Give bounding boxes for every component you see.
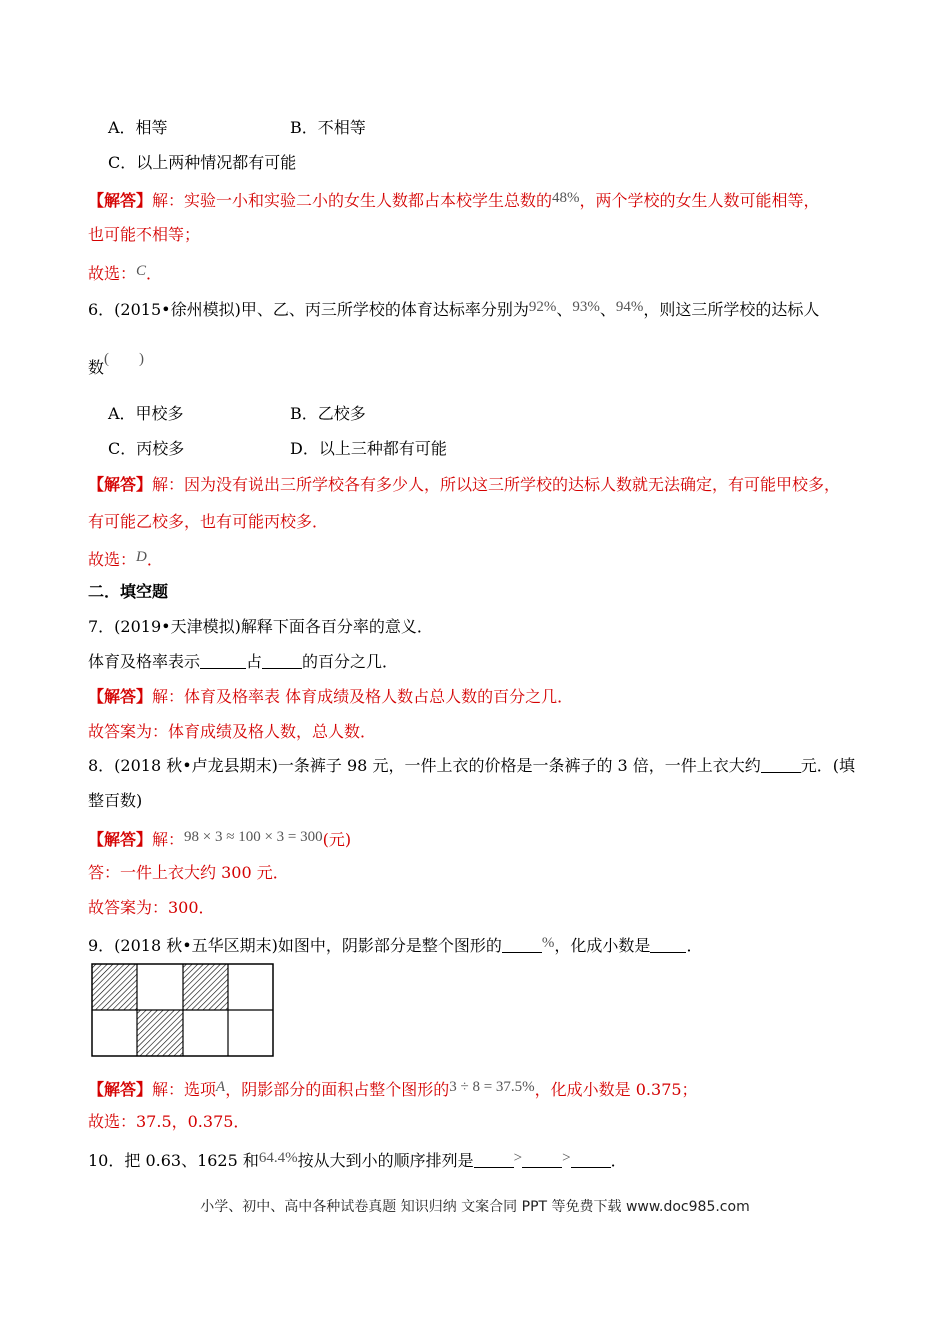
- q6-rate-2: 93%: [572, 299, 600, 315]
- q8-stem-line2: 整百数): [88, 791, 143, 810]
- q8-answer-line: 答：一件上衣大约 300 元．: [88, 863, 289, 882]
- q6-option-c: C．丙校多: [108, 439, 185, 458]
- q6-stem-line2: [88, 348, 144, 379]
- q8-final: 故答案为：300．: [88, 898, 215, 917]
- q6-option-b: B．乙校多: [290, 404, 366, 423]
- q8-stem: [88, 755, 855, 777]
- q8-stem-end: 元．(填: [800, 756, 856, 775]
- q5-choice: [88, 260, 162, 285]
- greater-than: >: [562, 1150, 571, 1166]
- q6-paren: ( ): [104, 351, 145, 367]
- q7-text-c: 的百分之几．: [302, 652, 399, 671]
- q6-stem-text: 6．(2015•徐州模拟)甲、乙、丙三所学校的体育达标率分别为: [88, 300, 529, 319]
- q9-answer-text: 解：选项: [152, 1080, 217, 1099]
- q10-stem-text-2: 按从大到小的顺序排列是: [297, 1151, 474, 1170]
- q5-percent: 48%: [552, 190, 580, 206]
- q6-stem-text-3: 数: [88, 358, 105, 377]
- q9-var: A: [216, 1079, 226, 1095]
- q5-option-c: C．以上两种情况都有可能: [108, 153, 297, 172]
- q5-answer-line2: 也可能不相等；: [88, 225, 201, 244]
- answer-tag: 【解答】: [88, 191, 153, 210]
- q6-choice: [88, 546, 163, 571]
- page-footer: 小学、初中、高中各种试卷真题 知识归纳 文案合同 PPT 等免费下载 www.doc985.com: [200, 1199, 750, 1215]
- q8-unit: (元): [322, 830, 352, 849]
- q8-stem-text: 8．(2018 秋•卢龙县期末)一条裤子 98 元，一件上衣的价格是一条裤子的 3 倍，一件上衣大约: [88, 756, 761, 775]
- q7-text-b: 占: [246, 652, 263, 671]
- q8-answer-label: 解：: [152, 830, 185, 849]
- q6-answer-text: 解：因为没有说出三所学校各有多少人，所以这三所学校的达标人数就无法确定，有可能甲校多，: [152, 475, 841, 494]
- q10-stem: [88, 1147, 627, 1172]
- q7-final: 故答案为：体育成绩及格人数，总人数．: [88, 722, 377, 741]
- shaded-cell: [137, 1010, 183, 1056]
- q9-stem: [88, 932, 702, 957]
- q9-stem-text-2: ，化成小数是: [554, 936, 651, 955]
- q9-answer-text-2: ，阴影部分的面积占整个图形的: [225, 1080, 450, 1099]
- q6-stem: [88, 296, 819, 321]
- q5-option-a: A．相等: [108, 118, 168, 137]
- q5-answer-line1: [88, 187, 820, 212]
- q6-sep-2: 、: [599, 300, 616, 319]
- q10-stem-text: 10．把 0.63、1625 和: [88, 1151, 259, 1170]
- blank: [571, 1151, 611, 1168]
- answer-tag: 【解答】: [88, 1080, 153, 1099]
- q6-rate-3: 94%: [615, 299, 644, 315]
- q7-text-a: 体育及格率表示: [88, 652, 201, 671]
- q10-percent: 64.4%: [258, 1150, 298, 1166]
- blank: [502, 936, 542, 953]
- choice-label: 故选：: [88, 550, 137, 569]
- q9-answer: [88, 1076, 698, 1101]
- q6-rate-1: 92%: [528, 299, 557, 315]
- section-title: 二．填空题: [88, 582, 169, 601]
- q5-answer-text-2: ，两个学校的女生人数可能相等，: [579, 191, 820, 210]
- q9-final: 故选：37.5，0.375．: [88, 1112, 250, 1131]
- shaded-cell: [183, 964, 228, 1010]
- q6-choice-letter: D: [136, 549, 147, 565]
- blank: [474, 1151, 514, 1168]
- q7-answer-text: 解：体育及格率表 体育成绩及格人数占总人数的百分之几．: [152, 687, 574, 706]
- q6-answer-line1: [88, 474, 840, 496]
- q7-answer: [88, 686, 573, 708]
- q5-choice-letter: C: [136, 263, 147, 279]
- q6-sep-1: 、: [556, 300, 573, 319]
- choice-end: ．: [146, 264, 163, 283]
- q10-end: ．: [610, 1151, 627, 1170]
- q6-option-d: D．以上三种都有可能: [290, 439, 447, 458]
- q5-option-b: B．不相等: [290, 118, 366, 137]
- q9-stem-text: 9．(2018 秋•五华区期末)如图中，阴影部分是整个图形的: [88, 936, 502, 955]
- answer-tag: 【解答】: [88, 830, 153, 849]
- choice-end: ．: [146, 550, 163, 569]
- blank: [761, 756, 801, 773]
- choice-label: 故选：: [88, 264, 137, 283]
- q9-stem-end: ．: [686, 936, 703, 955]
- answer-tag: 【解答】: [88, 475, 153, 494]
- q9-formula: 3 ÷ 8 = 37.5%: [449, 1079, 535, 1095]
- answer-tag: 【解答】: [88, 687, 153, 706]
- greater-than: >: [513, 1150, 523, 1166]
- q9-percent-sign: %: [541, 935, 555, 951]
- q6-stem-text-2: ，则这三所学校的达标人: [643, 300, 820, 319]
- blank: [650, 936, 686, 953]
- blank: [522, 1151, 562, 1168]
- q9-answer-text-3: ，化成小数是 0.375；: [534, 1080, 698, 1099]
- q5-answer-text: 解：实验一小和实验二小的女生人数都占本校学生总数的: [152, 191, 553, 210]
- shaded-grid-figure: [91, 963, 275, 1058]
- shaded-cell: [92, 964, 137, 1010]
- blank: [200, 652, 246, 669]
- blank: [262, 652, 302, 669]
- q6-answer-line2: 有可能乙校多，也有可能丙校多．: [88, 512, 329, 531]
- q7-stem: 7．(2019•天津模拟)解释下面各百分率的意义．: [88, 617, 433, 636]
- q6-option-a: A．甲校多: [108, 404, 184, 423]
- q8-answer: [88, 826, 351, 851]
- q8-formula: 98 × 3 ≈ 100 × 3 = 300: [184, 829, 323, 845]
- q7-fill-line: [88, 651, 398, 673]
